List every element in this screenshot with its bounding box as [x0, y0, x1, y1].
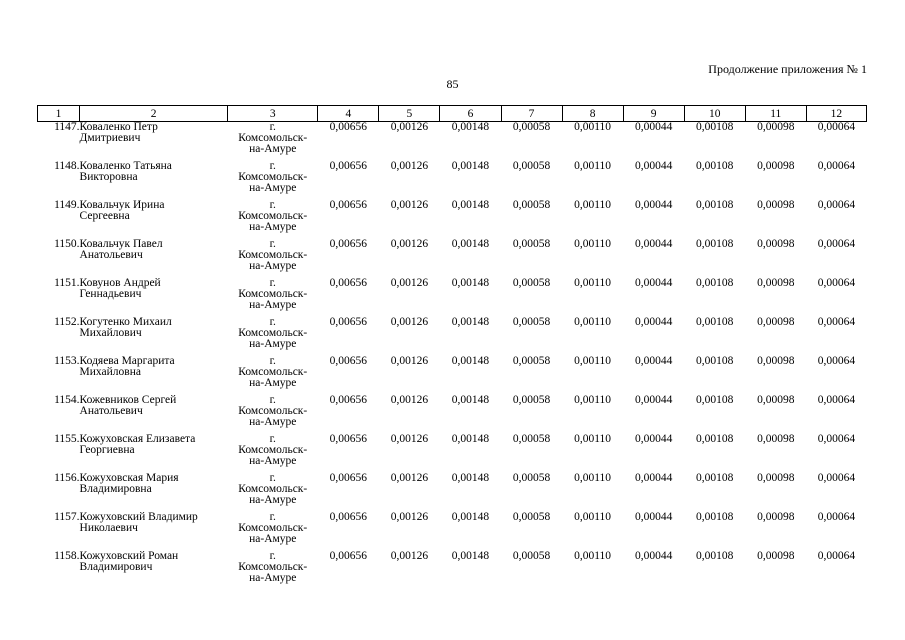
value-cell: 0,00058: [512, 511, 551, 523]
value-cell: 0,00108: [696, 511, 734, 523]
value-cell: 0,00108: [696, 160, 734, 172]
value-cell: 0,00064: [817, 316, 856, 328]
city-line: Комсомольск-: [238, 249, 308, 261]
name-line: Владимирович: [79, 561, 153, 573]
row-number: 1147.: [54, 121, 80, 133]
value-cell: 0,00126: [390, 238, 429, 250]
value-cell: 0,00656: [329, 511, 368, 523]
value-cell: 0,00058: [512, 199, 551, 211]
value-cell: 0,00064: [817, 394, 856, 406]
city-line: Комсомольск-: [238, 483, 308, 495]
person-name: [80, 317, 228, 356]
name-line: Ковальчук Ирина: [79, 199, 165, 211]
row-number: 1152.: [54, 316, 80, 328]
value-cell: 0,00148: [451, 316, 490, 328]
value-cell: 0,00148: [451, 394, 490, 406]
value-cell: 0,00044: [634, 472, 673, 484]
value-cell: 0,00044: [634, 160, 673, 172]
value-cell: 0,00044: [634, 355, 673, 367]
value-cell: 0,00064: [817, 433, 856, 445]
value-cell: 0,00098: [757, 277, 795, 289]
value-cell: 0,00126: [390, 433, 429, 445]
city: [228, 239, 318, 278]
person-name: [80, 239, 228, 278]
value-cell: 0,00058: [512, 433, 551, 445]
value-cell: 0,00126: [390, 199, 429, 211]
table-row: [38, 239, 867, 278]
city-line: на-Амуре: [249, 377, 297, 389]
value-cell: 0,00064: [817, 277, 856, 289]
value-cell: 0,00108: [696, 316, 734, 328]
city-line: на-Амуре: [249, 533, 297, 545]
value-cell: 0,00126: [390, 511, 429, 523]
city-line: на-Амуре: [249, 260, 297, 272]
value-cell: 0,00064: [817, 472, 856, 484]
city-line: на-Амуре: [249, 494, 297, 506]
table-row: [38, 278, 867, 317]
value-cell: 0,00064: [817, 121, 856, 133]
value-cell: 0,00148: [451, 433, 490, 445]
person-name: [80, 356, 228, 395]
name-line: Кожуховская Мария: [79, 472, 179, 484]
value-cell: 0,00656: [329, 472, 368, 484]
city-line: г.: [269, 238, 276, 250]
value-cell: 0,00058: [512, 121, 551, 133]
city: [228, 512, 318, 551]
value-cell: 0,00126: [390, 277, 429, 289]
table-row: [38, 551, 867, 590]
name-line: Кодяева Маргарита: [79, 355, 175, 367]
value-cell: 0,00110: [574, 550, 612, 562]
person-name: [80, 200, 228, 239]
name-line: Коваленко Татьяна: [79, 160, 172, 172]
name-line: Георгиевна: [79, 444, 135, 456]
city: [228, 161, 318, 200]
row-number: 1158.: [54, 550, 80, 562]
column-header: 1: [38, 106, 80, 122]
value-cell: 0,00098: [757, 394, 795, 406]
city-line: Комсомольск-: [238, 366, 308, 378]
name-line: Кожуховский Роман: [79, 550, 179, 562]
value-cell: 0,00108: [696, 433, 734, 445]
name-line: Сергеевна: [79, 210, 130, 222]
value-cell: 0,00098: [757, 355, 795, 367]
value-cell: 0,00044: [634, 199, 673, 211]
header-row: [38, 106, 867, 122]
name-line: Михайловна: [79, 366, 141, 378]
value-cell: 0,00058: [512, 472, 551, 484]
row-number: 1148.: [54, 160, 80, 172]
city: [228, 473, 318, 512]
column-header: 12: [806, 106, 866, 122]
city-line: на-Амуре: [249, 416, 297, 428]
value-cell: 0,00148: [451, 277, 490, 289]
city-line: Комсомольск-: [238, 288, 308, 300]
name-line: Коваленко Петр: [79, 121, 158, 133]
row-number: 1151.: [54, 277, 80, 289]
value-cell: 0,00108: [696, 394, 734, 406]
city-line: Комсомольск-: [238, 444, 308, 456]
city-line: г.: [269, 472, 276, 484]
value-cell: 0,00064: [817, 199, 856, 211]
value-cell: 0,00108: [696, 550, 734, 562]
city-line: Комсомольск-: [238, 327, 308, 339]
value-cell: 0,00126: [390, 550, 429, 562]
name-line: Кожуховский Владимир: [79, 511, 198, 523]
city-line: г.: [269, 511, 276, 523]
column-header: 6: [440, 106, 501, 122]
name-line: Ковальчук Павел: [79, 238, 163, 250]
value-cell: 0,00656: [329, 277, 368, 289]
city-line: на-Амуре: [249, 455, 297, 467]
city-line: на-Амуре: [249, 572, 297, 584]
name-line: Анатольевич: [79, 249, 143, 261]
continuation-label: Продолжение приложения № 1: [708, 62, 867, 76]
value-cell: 0,00656: [329, 316, 368, 328]
value-cell: 0,00098: [757, 121, 795, 133]
person-name: [80, 278, 228, 317]
table-row: [38, 200, 867, 239]
table-row: [38, 434, 867, 473]
person-name: [80, 551, 228, 590]
city-line: на-Амуре: [249, 338, 297, 350]
value-cell: 0,00656: [329, 433, 368, 445]
value-cell: 0,00044: [634, 433, 673, 445]
value-cell: 0,00044: [634, 277, 673, 289]
name-line: Геннадьевич: [79, 288, 142, 300]
city-line: Комсомольск-: [238, 522, 308, 534]
person-name: [80, 161, 228, 200]
value-cell: 0,00110: [574, 277, 612, 289]
city: [228, 395, 318, 434]
data-table: [37, 105, 867, 590]
row-number: 1153.: [54, 355, 80, 367]
city-line: г.: [269, 199, 276, 211]
column-header: 7: [501, 106, 562, 122]
value-cell: 0,00148: [451, 511, 490, 523]
value-cell: 0,00110: [574, 121, 612, 133]
value-cell: 0,00148: [451, 550, 490, 562]
value-cell: 0,00110: [574, 316, 612, 328]
column-header: 10: [684, 106, 745, 122]
name-line: Михайлович: [79, 327, 142, 339]
value-cell: 0,00044: [634, 550, 673, 562]
value-cell: 0,00098: [757, 550, 795, 562]
value-cell: 0,00108: [696, 472, 734, 484]
person-name: [80, 434, 228, 473]
value-cell: 0,00058: [512, 394, 551, 406]
table-row: [38, 161, 867, 200]
column-header: 9: [623, 106, 684, 122]
value-cell: 0,00656: [329, 121, 368, 133]
name-line: Анатольевич: [79, 405, 143, 417]
value-cell: 0,00656: [329, 199, 368, 211]
person-name: [80, 473, 228, 512]
value-cell: 0,00098: [757, 238, 795, 250]
value-cell: 0,00126: [390, 316, 429, 328]
city: [228, 551, 318, 590]
value-cell: 0,00110: [574, 355, 612, 367]
value-cell: 0,00110: [574, 511, 612, 523]
value-cell: 0,00058: [512, 355, 551, 367]
city: [228, 434, 318, 473]
value-cell: 0,00110: [574, 160, 612, 172]
value-cell: 0,00044: [634, 394, 673, 406]
value-cell: 0,00064: [817, 355, 856, 367]
value-cell: 0,00064: [817, 238, 856, 250]
value-cell: 0,00098: [757, 199, 795, 211]
column-header: 5: [379, 106, 440, 122]
name-line: Николаевич: [79, 522, 138, 534]
value-cell: 0,00148: [451, 238, 490, 250]
row-number: 1155.: [54, 433, 80, 445]
city-line: на-Амуре: [249, 182, 297, 194]
value-cell: 0,00044: [634, 316, 673, 328]
city-line: на-Амуре: [249, 143, 297, 155]
value-cell: 0,00110: [574, 238, 612, 250]
value-cell: 0,00098: [757, 160, 795, 172]
city: [228, 122, 318, 162]
value-cell: 0,00044: [634, 511, 673, 523]
city: [228, 356, 318, 395]
name-line: Дмитриевич: [79, 132, 141, 144]
value-cell: 0,00064: [817, 550, 856, 562]
table-row: [38, 473, 867, 512]
value-cell: 0,00108: [696, 238, 734, 250]
value-cell: 0,00656: [329, 160, 368, 172]
city-line: на-Амуре: [249, 221, 297, 233]
value-cell: 0,00098: [757, 511, 795, 523]
value-cell: 0,00110: [574, 433, 612, 445]
value-cell: 0,00126: [390, 394, 429, 406]
value-cell: 0,00108: [696, 277, 734, 289]
city-line: г.: [269, 160, 276, 172]
city-line: на-Амуре: [249, 299, 297, 311]
table-row: [38, 395, 867, 434]
value-cell: 0,00064: [817, 160, 856, 172]
city: [228, 278, 318, 317]
row-number: 1149.: [54, 199, 80, 211]
row-number: 1150.: [54, 238, 80, 250]
value-cell: 0,00126: [390, 121, 429, 133]
value-cell: 0,00058: [512, 277, 551, 289]
value-cell: 0,00126: [390, 472, 429, 484]
city-line: Комсомольск-: [238, 561, 308, 573]
value-cell: 0,00656: [329, 238, 368, 250]
name-line: Владимировна: [79, 483, 152, 495]
value-cell: 0,00058: [512, 316, 551, 328]
table-row: [38, 317, 867, 356]
name-line: Ковунов Андрей: [79, 277, 161, 289]
value-cell: 0,00148: [451, 160, 490, 172]
city-line: Комсомольск-: [238, 171, 308, 183]
value-cell: 0,00108: [696, 199, 734, 211]
city-line: Комсомольск-: [238, 405, 308, 417]
value-cell: 0,00656: [329, 550, 368, 562]
person-name: [80, 395, 228, 434]
value-cell: 0,00098: [757, 316, 795, 328]
value-cell: 0,00656: [329, 355, 368, 367]
column-header: 4: [318, 106, 379, 122]
value-cell: 0,00044: [634, 238, 673, 250]
name-line: Кожевников Сергей: [79, 394, 177, 406]
value-cell: 0,00058: [512, 160, 551, 172]
table-row: [38, 512, 867, 551]
city-line: г.: [269, 355, 276, 367]
city-line: г.: [269, 550, 276, 562]
value-cell: 0,00064: [817, 511, 856, 523]
city-line: г.: [269, 394, 276, 406]
value-cell: 0,00148: [451, 355, 490, 367]
city-line: г.: [269, 316, 276, 328]
page-number: 85: [446, 77, 459, 91]
value-cell: 0,00148: [451, 121, 490, 133]
value-cell: 0,00148: [451, 199, 490, 211]
value-cell: 0,00110: [574, 472, 612, 484]
city-line: Комсомольск-: [238, 210, 308, 222]
person-name: [80, 122, 228, 162]
value-cell: 0,00044: [634, 121, 673, 133]
value-cell: 0,00148: [451, 472, 490, 484]
value-cell: 0,00058: [512, 238, 551, 250]
row-number: 1156.: [54, 472, 80, 484]
row-number: 1154.: [54, 394, 80, 406]
value-cell: 0,00110: [574, 394, 612, 406]
value-cell: 0,00656: [329, 394, 368, 406]
row-number: 1157.: [54, 511, 80, 523]
city: [228, 200, 318, 239]
column-header: 2: [80, 106, 228, 122]
city-line: Комсомольск-: [238, 132, 308, 144]
column-header: 8: [562, 106, 623, 122]
person-name: [80, 512, 228, 551]
city-line: г.: [269, 121, 276, 133]
value-cell: 0,00058: [512, 550, 551, 562]
value-cell: 0,00126: [390, 160, 429, 172]
value-cell: 0,00108: [696, 121, 734, 133]
value-cell: 0,00098: [757, 472, 795, 484]
table-row: [38, 122, 867, 162]
column-header: 3: [228, 106, 318, 122]
value-cell: 0,00126: [390, 355, 429, 367]
value-cell: 0,00110: [574, 199, 612, 211]
table-row: [38, 356, 867, 395]
name-line: Викторовна: [79, 171, 138, 183]
city: [228, 317, 318, 356]
city-line: г.: [269, 433, 276, 445]
column-header: 11: [745, 106, 806, 122]
city-line: г.: [269, 277, 276, 289]
name-line: Когутенко Михаил: [79, 316, 172, 328]
value-cell: 0,00098: [757, 433, 795, 445]
name-line: Кожуховская Елизавета: [79, 433, 196, 445]
value-cell: 0,00108: [696, 355, 734, 367]
